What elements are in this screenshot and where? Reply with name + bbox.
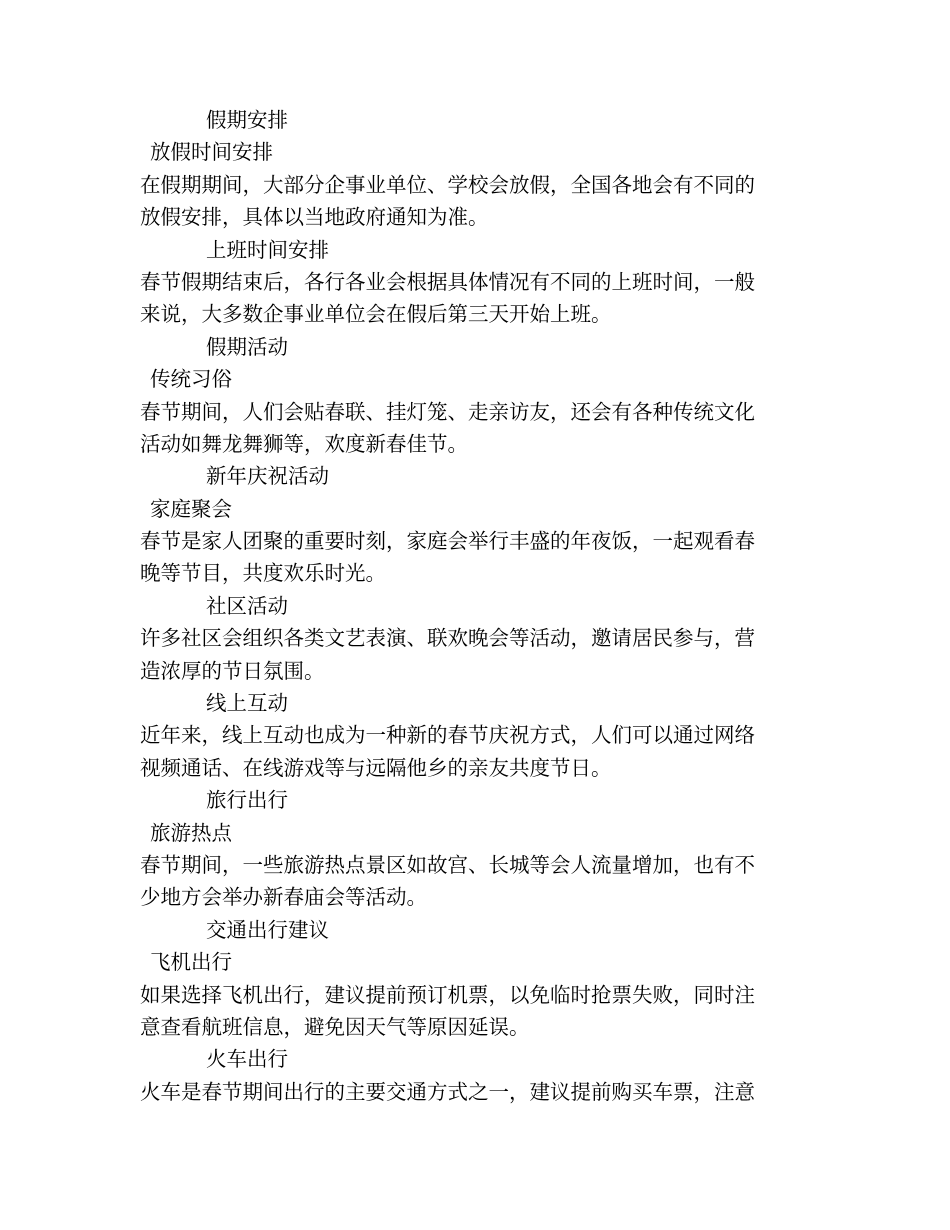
paragraph-line: 来说，大多数企事业单位会在假后第三天开始上班。 [140,302,612,327]
paragraph [140,525,800,590]
paragraph-line: 近年来，线上互动也成为一种新的春节庆祝方式，人们可以通过网络 [140,723,755,748]
paragraph-line: 火车是春节期间出行的主要交通方式之一，建议提前购买车票，注意 [140,1079,755,1104]
paragraph [140,266,800,331]
paragraph-line: 在假期期间，大部分企事业单位、学校会放假，全国各地会有不同的 [140,172,755,197]
section-subheading: 传统习俗 [150,367,232,392]
section-heading: 新年庆祝活动 [206,464,329,489]
paragraph-line: 活动如舞龙舞狮等，欢度新春佳节。 [140,431,468,456]
paragraph-line: 许多社区会组织各类文艺表演、联欢晚会等活动，邀请居民参与，营 [140,626,755,651]
document-body [140,104,800,1108]
paragraph-line: 意查看航班信息，避免因天气等原因延误。 [140,1014,530,1039]
section-subheading: 旅游热点 [150,820,232,845]
paragraph [140,979,800,1044]
section-subheading: 放假时间安排 [150,140,273,165]
paragraph [140,849,800,914]
section-heading: 线上互动 [206,691,288,716]
paragraph-line: 少地方会举办新春庙会等活动。 [140,885,427,910]
paragraph-line: 春节期间，人们会贴春联、挂灯笼、走亲访友，还会有各种传统文化 [140,399,755,424]
section-subheading: 飞机出行 [150,950,232,975]
paragraph-line: 造浓厚的节日氛围。 [140,658,325,683]
paragraph-line: 春节期间，一些旅游热点景区如故宫、长城等会人流量增加，也有不 [140,852,755,877]
paragraph-line: 放假安排，具体以当地政府通知为准。 [140,205,489,230]
section-heading: 假期安排 [206,108,288,132]
section-heading: 假期活动 [206,334,288,359]
section-subheading: 家庭聚会 [150,496,232,521]
paragraph-line: 如果选择飞机出行，建议提前预订机票，以免临时抢票失败，同时注 [140,982,755,1007]
paragraph-line: 视频通话、在线游戏等与远隔他乡的亲友共度节日。 [140,755,612,780]
section-heading: 火车出行 [206,1047,288,1072]
paragraph-line: 晚等节目，共度欢乐时光。 [140,561,386,586]
paragraph [140,169,800,234]
paragraph-line: 春节是家人团聚的重要时刻，家庭会举行丰盛的年夜饭，一起观看春 [140,529,755,554]
paragraph [140,1076,800,1108]
paragraph-line: 春节假期结束后，各行各业会根据具体情况有不同的上班时间，一般 [140,269,755,294]
paragraph [140,622,800,687]
paragraph [140,396,800,461]
section-heading: 社区活动 [206,593,288,618]
paragraph [140,719,800,784]
section-heading: 上班时间安排 [206,237,329,262]
section-heading: 旅行出行 [206,788,288,813]
section-heading: 交通出行建议 [206,917,329,942]
